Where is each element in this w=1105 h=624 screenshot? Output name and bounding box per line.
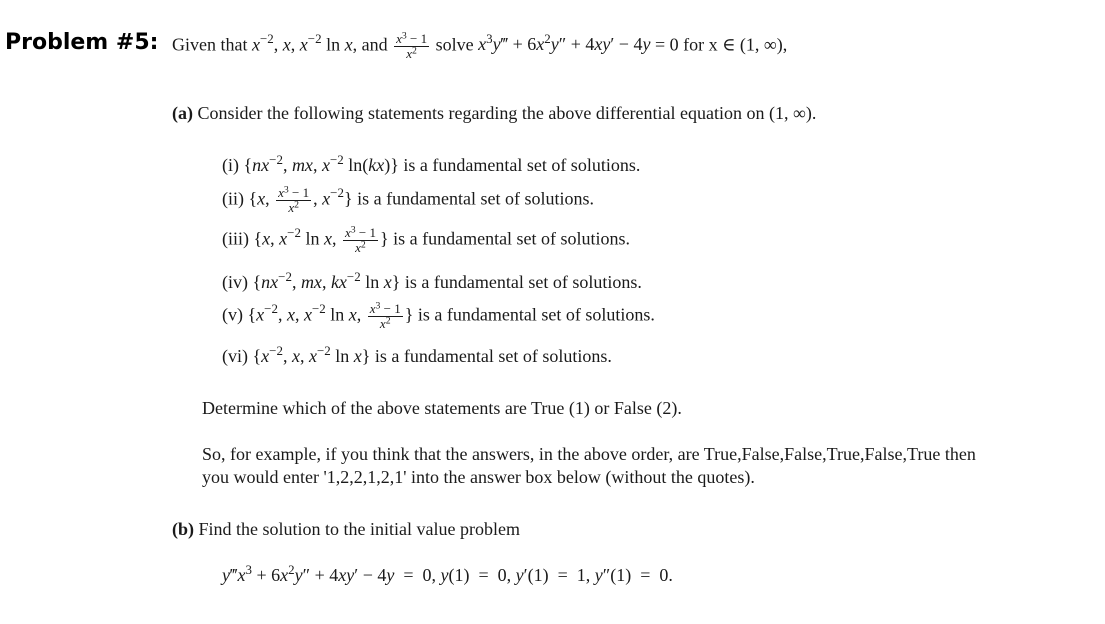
statement-vi: (vi) {$x^{-2}$, x, $x^{-2}$ ln x} is a fundamental set of solutions. — [222, 342, 612, 366]
part-b-label: (b) — [172, 519, 194, 539]
part-a-label: (a) — [172, 103, 193, 123]
statement-label: (iii) — [222, 228, 249, 249]
fraction: $\frac{x^3 - 1}{x^2}$ — [344, 224, 376, 255]
statement-label: (iv) — [222, 272, 248, 292]
fraction: $\frac{x^3 - 1}{x^2}$ — [278, 184, 310, 215]
statement-label: (ii) — [222, 188, 244, 209]
statement-iii: (iii) {x, $x^{-2}$ ln x, $\frac{x^3 - 1}{x^2}$ } is a fundamental set of solutions. — [222, 224, 631, 255]
statement-label: (i) — [222, 155, 239, 175]
part-a-intro: (a) Consider the following statements regarding the above differential equation on (1, ∞). — [172, 103, 817, 123]
part-b-intro: (b) Find the solution to the initial value problem — [172, 519, 520, 539]
example-line-2: you would enter '1,2,2,1,2,1' into the answer box below (without the quotes). — [202, 467, 755, 487]
statement-ii: (ii) {x, $\frac{x^3 - 1}{x^2}$ , $x^{-2}$} is a fundamental set of solutions. — [222, 184, 595, 215]
problem-label: Problem #5: — [5, 30, 159, 55]
fraction: $\frac{x^3 - 1}{x^2}$ — [396, 30, 428, 61]
domain-text: = 0 for x ∈ (1, ∞), — [654, 34, 788, 55]
statement-v: (v) {$x^{-2}$, x, $x^{-2}$ ln x, $\frac{x^3 - 1}{x^2}$ } is a fundamental set of solutions. — [222, 300, 655, 331]
differential-equation: $x^3y‴ + 6x^2y'' + 4xy' - 4y$ — [478, 31, 651, 55]
example-line-1: So, for example, if you think that the answers, in the above order, are True,False,False,True,False,True then — [202, 444, 976, 464]
fraction: $\frac{x^3 - 1}{x^2}$ — [369, 300, 401, 331]
initial-value-problem: $y‴x^3 + 6x^2y'' + 4xy' - 4y = 0$, y(1) = 0, y′(1) = 1, y″(1) = 0. — [222, 561, 673, 585]
statement-label: (v) — [222, 304, 243, 325]
solve-text: solve — [435, 34, 474, 55]
statement-i: (i) {$nx^{-2}$, mx, $x^{-2}$ ln(kx)} is a fundamental set of solutions. — [222, 151, 641, 175]
problem-statement: Given that $x^{-2}$, x, $x^{-2}$ ln x, and $\frac{x^3 - 1}{x^2}$ solve $x^3y‴ + 6x^2y'' + 4xy' - 4y = 0$ for x ∈ (1, ∞), — [172, 30, 788, 61]
determine-text: Determine which of the above statements are True (1) or False (2). — [202, 398, 682, 418]
statement-iv: (iv) {$nx^{-2}$, mx, $kx^{-2}$ ln x} is a fundamental set of solutions. — [222, 268, 642, 292]
given-text: Given that — [172, 34, 248, 55]
statement-label: (vi) — [222, 346, 248, 366]
